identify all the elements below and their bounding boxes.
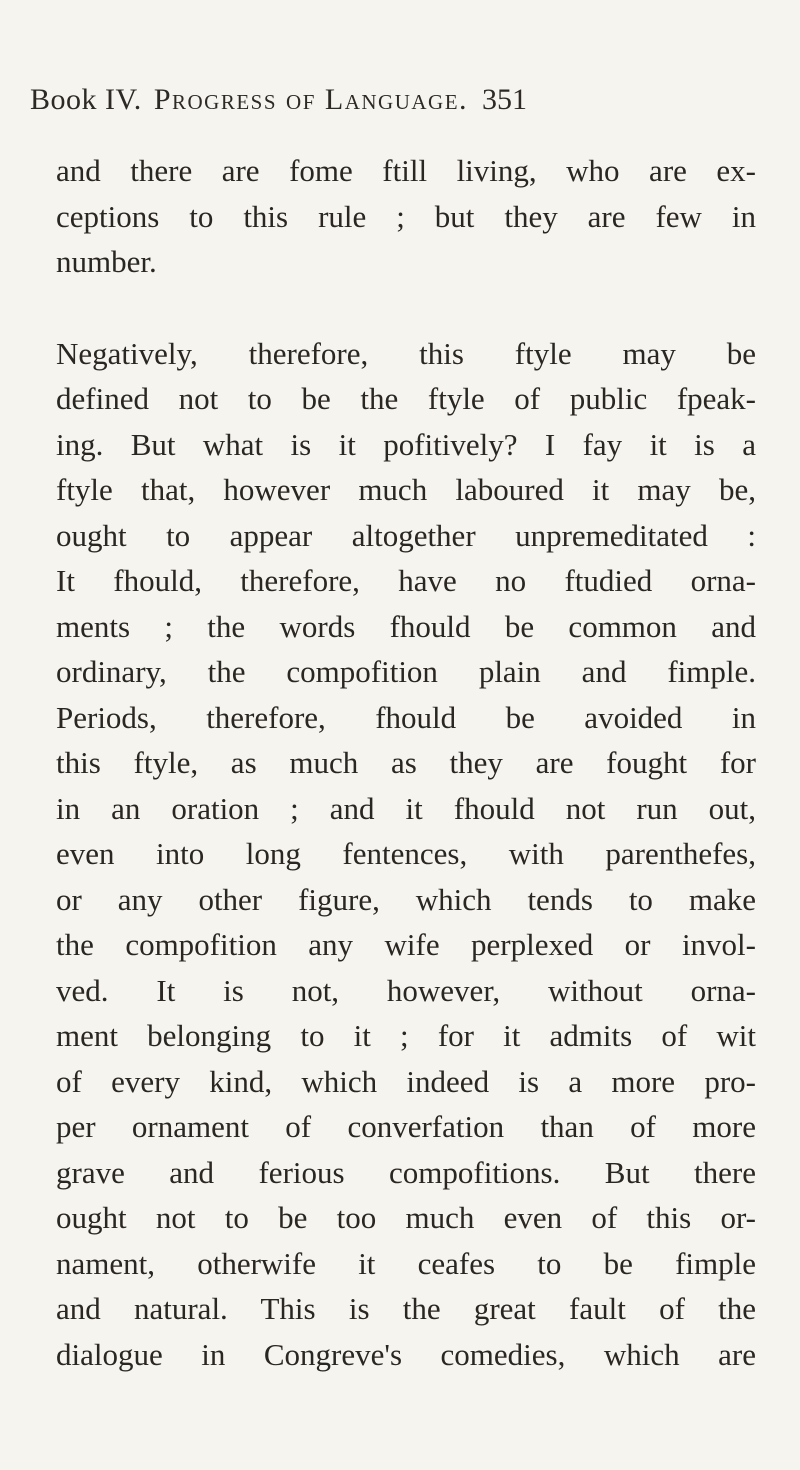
text-line: ing. But what is it pofitively? I fay it is a [56, 426, 756, 462]
text-line: the compofition any wife perplexed or invol- [56, 927, 756, 962]
book-number: Book IV. [30, 83, 142, 116]
body-text [56, 148, 756, 1377]
running-header [30, 78, 770, 122]
text-line: or any other figure, which tends to make [56, 881, 756, 917]
text-line: dialogue in Congreve's comedies, which are [56, 1336, 756, 1372]
text-line: ought to appear altogether unpremeditated : [56, 517, 756, 553]
paragraph-1 [56, 148, 756, 285]
text-line: and there are fome ftill living, who are ex- [56, 153, 756, 188]
text-line: ordinary, the compofition plain and fimple. [56, 654, 756, 689]
text-line: ment belonging to it ; for it admits of wit [56, 1018, 756, 1053]
text-line: ftyle that, however much laboured it may be, [56, 472, 756, 507]
text-line: even into long fentences, with parenthefes, [56, 836, 756, 871]
text-line: Negatively, therefore, this ftyle may be [56, 335, 756, 371]
text-line: ved. It is not, however, without orna- [56, 972, 756, 1008]
text-line: of every kind, which indeed is a more pro- [56, 1063, 756, 1099]
text-line: grave and ferious compofitions. But there [56, 1154, 756, 1190]
text-line: and natural. This is the great fault of the [56, 1291, 756, 1326]
text-line: ceptions to this rule ; but they are few in [56, 198, 756, 234]
text-line: per ornament of converfation than of more [56, 1109, 756, 1144]
running-title: Progress of Language. [153, 83, 469, 116]
text-line: number. [56, 244, 157, 279]
text-line: in an oration ; and it fhould not run out, [56, 790, 756, 826]
text-line: It fhould, therefore, have no ftudied orna- [56, 563, 756, 598]
text-line: nament, otherwife it ceafes to be fimple [56, 1245, 756, 1281]
text-line: this ftyle, as much as they are fought for [56, 745, 756, 780]
text-line: defined not to be the ftyle of public fpeak- [56, 381, 756, 416]
text-line: ments ; the words fhould be common and [56, 608, 756, 644]
page-number: 351 [482, 83, 528, 116]
paragraph-2 [56, 331, 756, 1378]
text-line: Periods, therefore, fhould be avoided in [56, 699, 756, 735]
text-line: ought not to be too much even of this or- [56, 1200, 756, 1235]
